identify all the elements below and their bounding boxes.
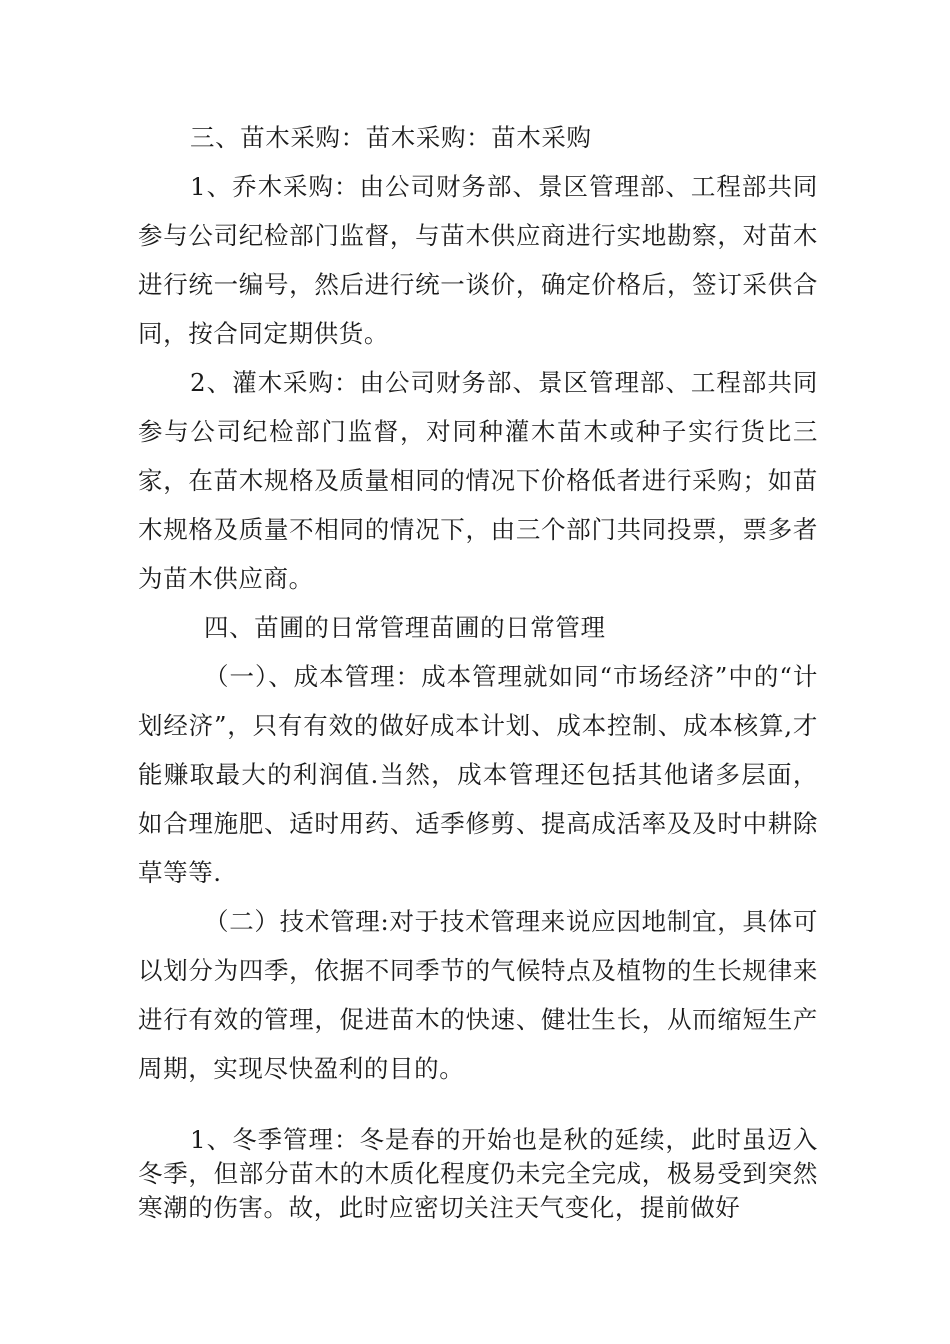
paragraph-tree-purchase: 1、乔木采购：由公司财务部、景区管理部、工程部共同参与公司纪检部门监督，与苗木供应商进行实地勘察，对苗木进行统一编号，然后进行统一谈价，确定价格后，签订采供合同，按合同定期供货。 bbox=[138, 172, 818, 348]
paragraph-shrub-purchase: 2、灌木采购：由公司财务部、景区管理部、工程部共同参与公司纪检部门监督，对同种灌木苗木或种子实行货比三家，在苗木规格及质量相同的情况下价格低者进行采购；如苗木规格及质量不相同的情况下，由三个部门共同投票，票多者为苗木供应商。 bbox=[138, 368, 818, 593]
paragraph-winter-management: 1、冬季管理：冬是春的开始也是秋的延续，此时虽迈入冬季，但部分苗木的木质化程度仍未完全完成，极易受到突然寒潮的伤害。故，此时应密切关注天气变化，提前做好 bbox=[138, 1125, 818, 1222]
section-heading-3: 三、苗木采购：苗木采购：苗木采购 bbox=[190, 123, 592, 152]
paragraph-cost-management: （一）、成本管理：成本管理就如同“市场经济”中的“计划经济”，只有有效的做好成本计划、成本控制、成本核算,才能赚取最大的利润值.当然，成本管理还包括其他诸多层面，如合理施肥、适时用药、适季修剪、提高成活率及及时中耕除草等等. bbox=[138, 662, 818, 887]
paragraph-technical-management: （二）技术管理:对于技术管理来说应因地制宜，具体可以划分为四季，依据不同季节的气候特点及植物的生长规律来进行有效的管理，促进苗木的快速、健壮生长，从而缩短生产周期，实现尽快盈利的目的。 bbox=[138, 907, 818, 1083]
section-heading-4: 四、苗圃的日常管理苗圃的日常管理 bbox=[204, 613, 606, 642]
